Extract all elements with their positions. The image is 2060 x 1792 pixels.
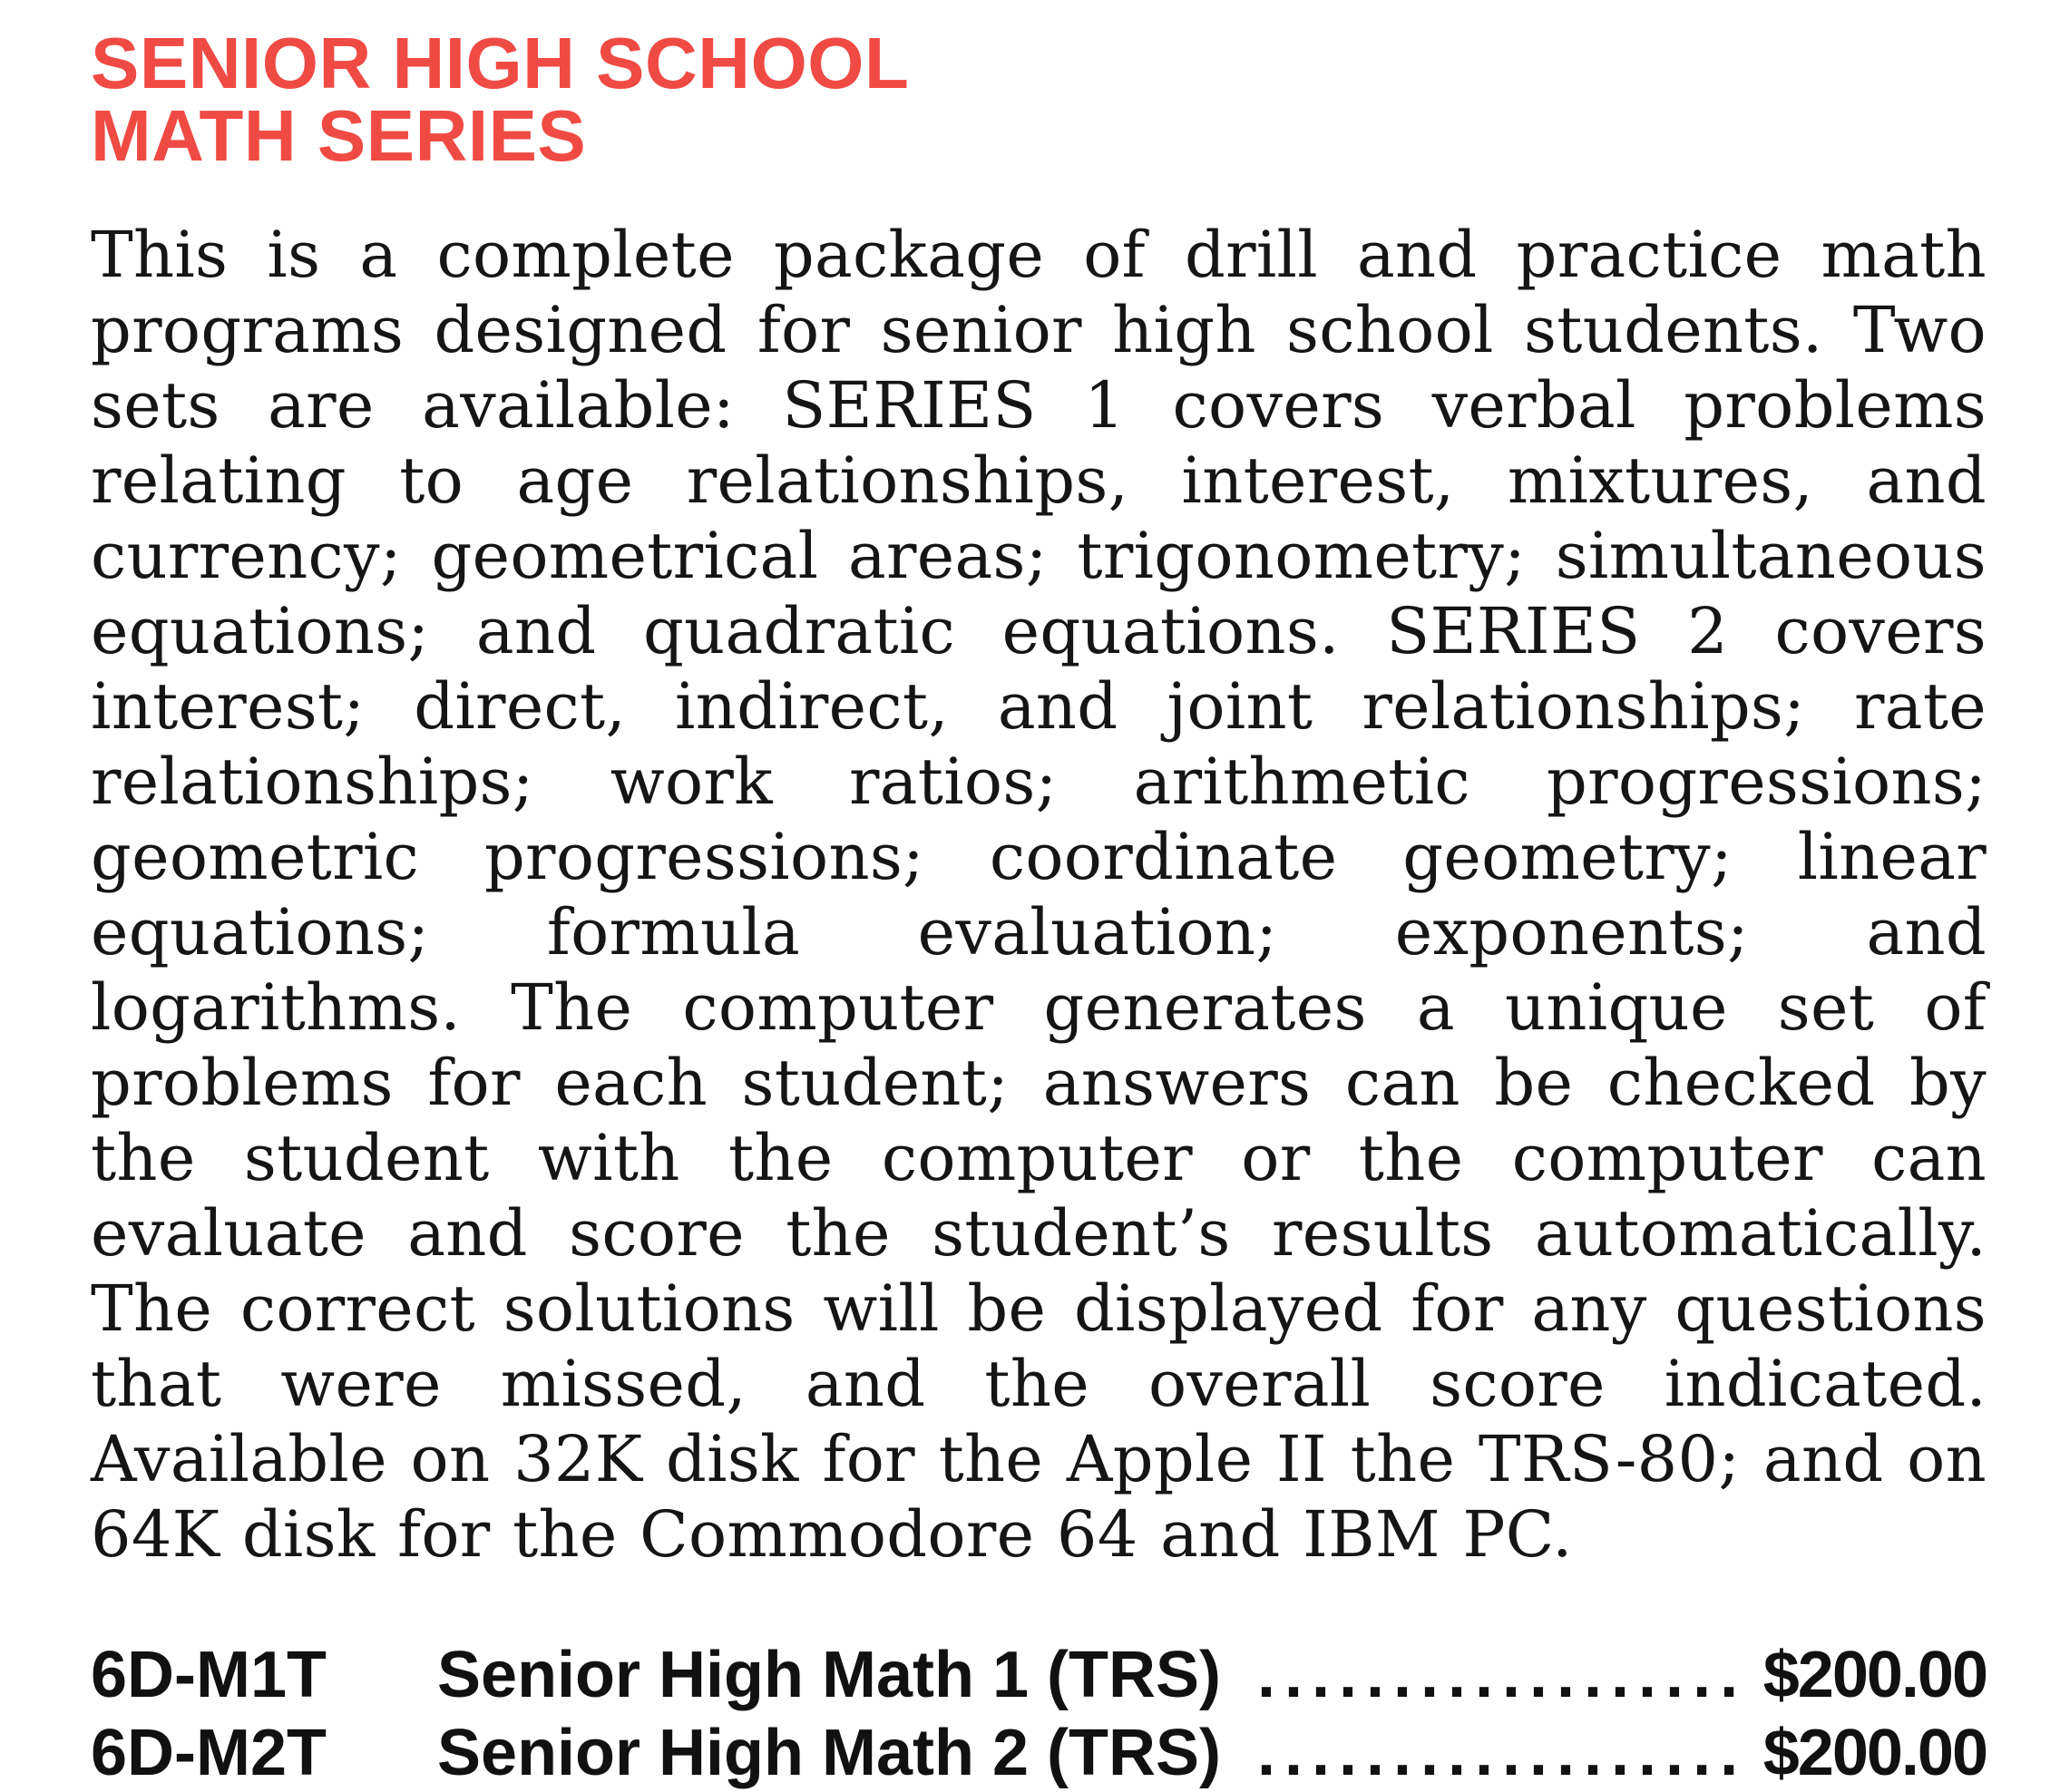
section-title: [91, 23, 1987, 176]
product-price: $200.00: [1762, 1717, 1987, 1789]
product-code: 6D-M2T: [91, 1717, 327, 1789]
product-code: 6D-M1T: [91, 1639, 327, 1711]
section-title-line-1: SENIOR HIGH SCHOOL: [91, 23, 910, 103]
product-row: [91, 1636, 1987, 1714]
dot-leader: [1257, 1636, 1751, 1714]
catalog-entry: [91, 23, 1987, 1792]
product-price: $200.00: [1762, 1639, 1987, 1711]
product-list: [91, 1636, 1987, 1792]
product-name: Senior High Math 2 (TRS): [437, 1717, 1221, 1789]
dot-leader: [1257, 1714, 1751, 1792]
product-description: This is a complete package of drill and practice math programs designed for senior high school students. Two sets are available: SERIES 1 covers verbal problems relating to age relationships, interest, mixtures, and currency; geometrical areas; trigonometry; simultaneous equations; and quadratic equations. SERIES 2 covers interest; direct, indirect, and joint relationships; rate relationships; work ratios; arithmetic progressions; geometric progressions; coordinate geometry; linear equations; formula evaluation; exponents; and logarithms. The computer generates a unique set of problems for each student; answers can be checked by the student with the computer or the computer can evaluate and score the student’s results automatically. The correct solutions will be displayed for any questions that were missed, and the overall score indicated. Available on 32K disk for the Apple II the TRS-80; and on 64K disk for the Commodore 64 and IBM PC.: [91, 218, 1987, 1572]
product-name: Senior High Math 1 (TRS): [437, 1639, 1221, 1711]
product-row: [91, 1714, 1987, 1792]
section-title-line-2: MATH SERIES: [91, 95, 587, 176]
